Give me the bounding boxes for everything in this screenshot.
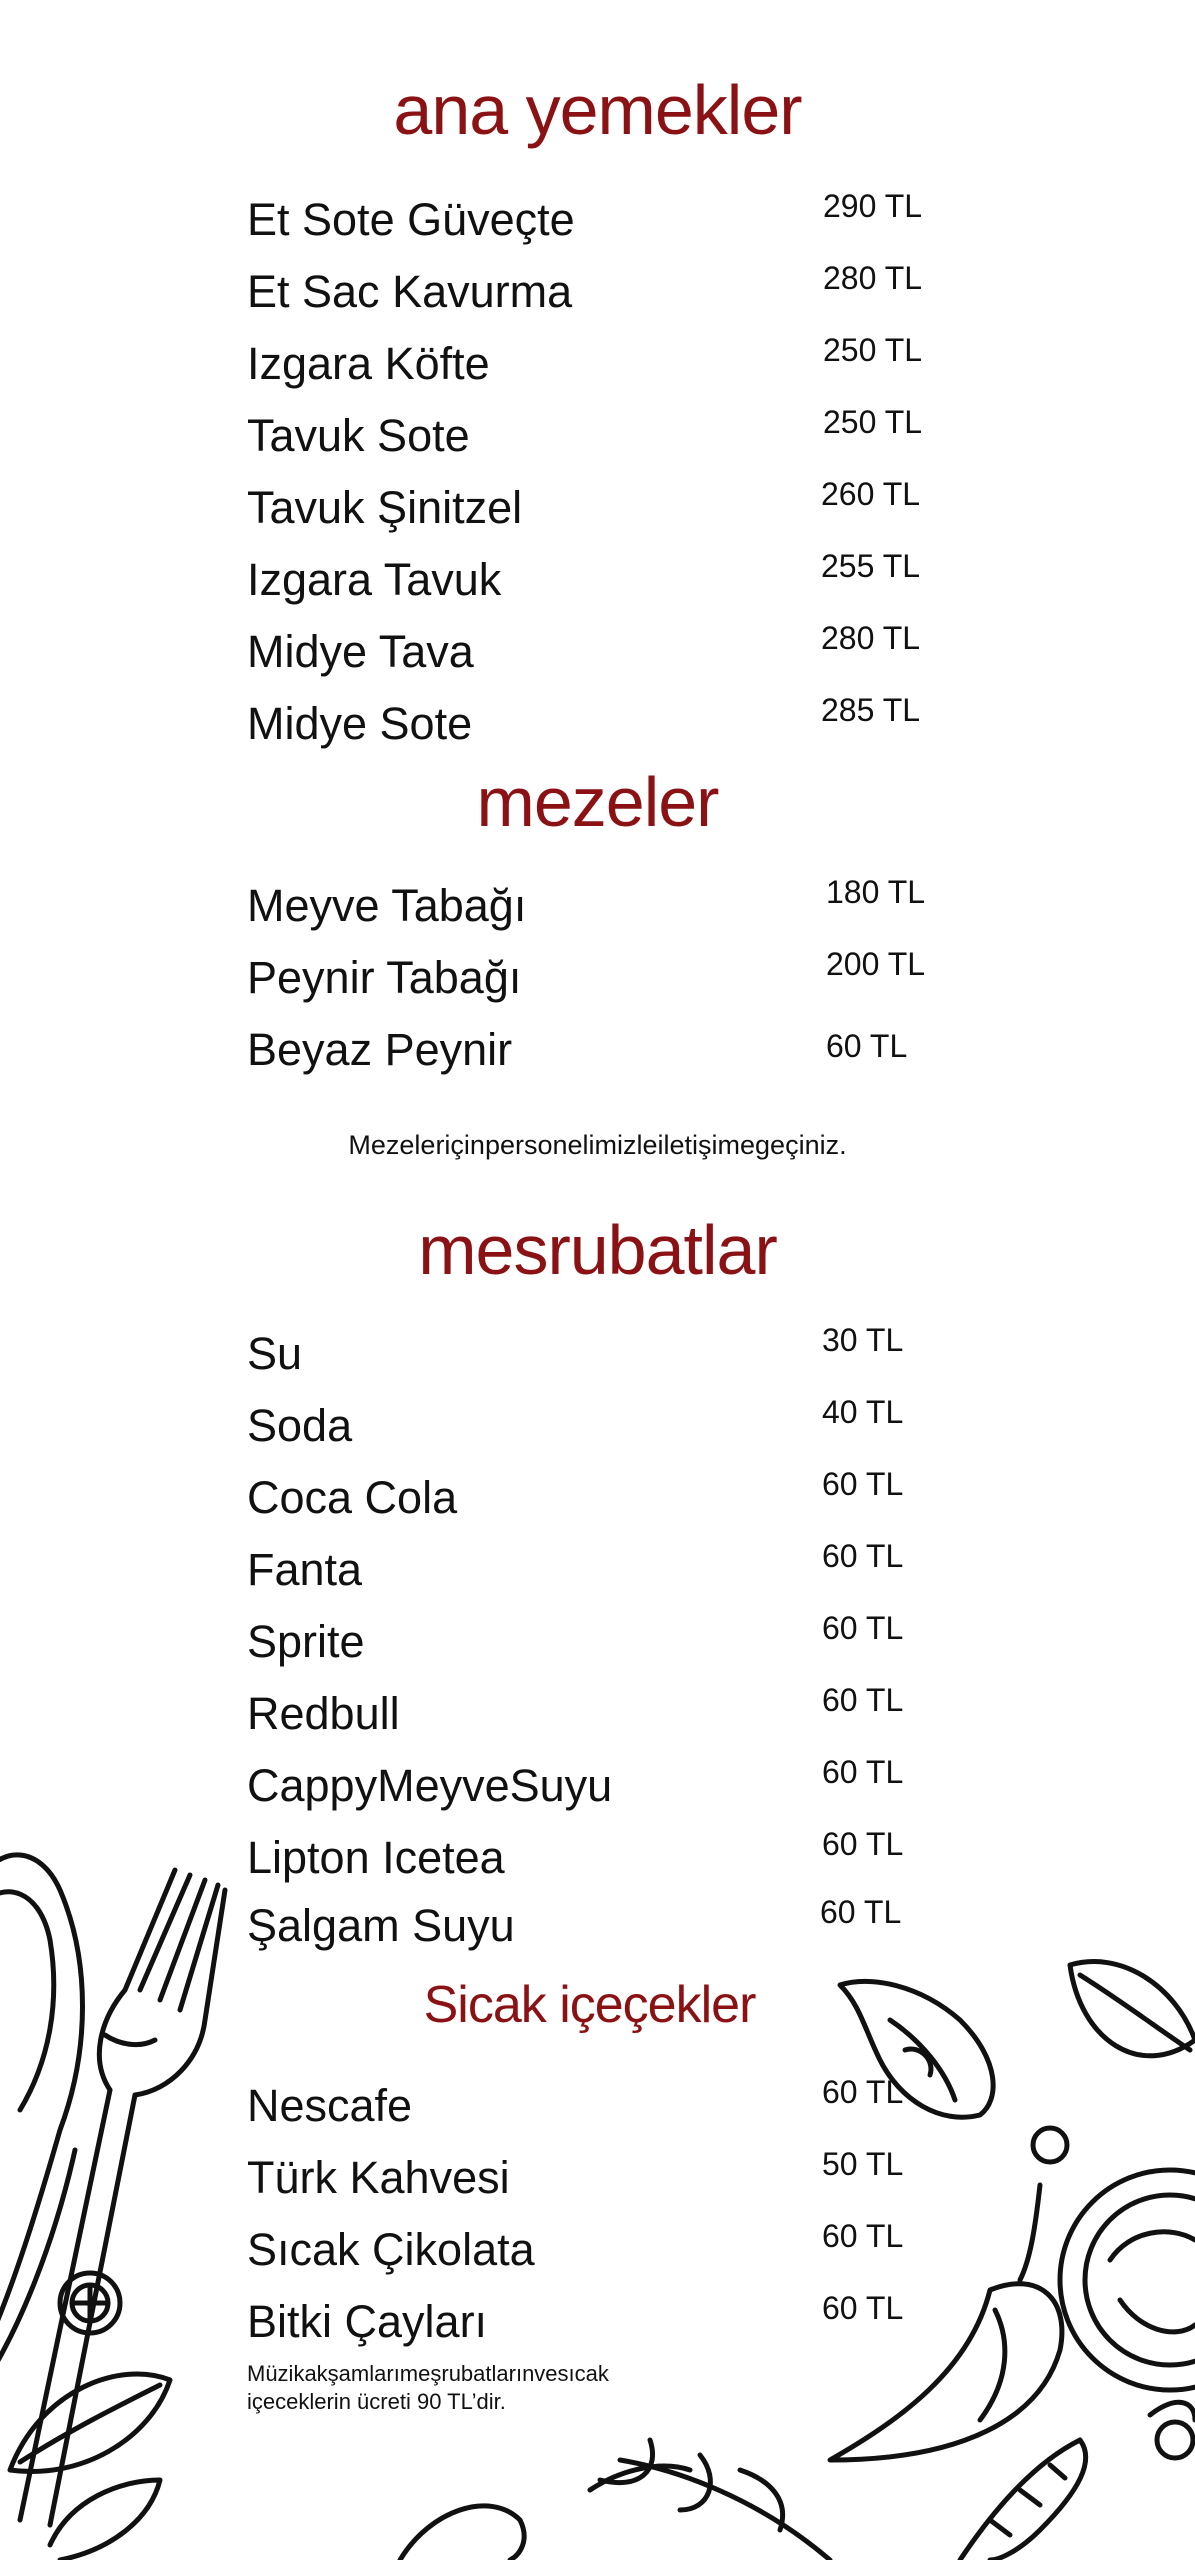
menu-row <box>0 876 1195 936</box>
item-price: 180 TL <box>826 874 926 910</box>
mezeler-note: Mezeleriçinpersonelimizleiletişimegeçiniz. <box>348 1130 847 1160</box>
section-title-ana-yemekler: ana yemekler <box>393 71 802 149</box>
item-name: Soda <box>247 1400 353 1451</box>
menu-row <box>0 1828 1195 1888</box>
menu-row <box>0 406 1195 466</box>
item-price: 285 TL <box>821 692 921 728</box>
menu-row <box>0 1896 1195 1956</box>
item-price: 50 TL <box>822 2146 904 2182</box>
item-name: Et Sote Güveçte <box>247 194 575 245</box>
item-name: Türk Kahvesi <box>247 2152 510 2203</box>
item-price: 200 TL <box>826 946 926 982</box>
leaf-illustration <box>10 2374 170 2560</box>
item-price: 60 TL <box>826 1028 908 1064</box>
item-name: Midye Sote <box>247 698 473 749</box>
section-title-mesrubatlar: mesrubatlar <box>418 1211 777 1289</box>
item-price: 60 TL <box>822 1538 904 1574</box>
item-price: 60 TL <box>822 2290 904 2326</box>
item-name: Şalgam Suyu <box>247 1900 515 1951</box>
item-name: Sprite <box>247 1616 365 1667</box>
item-price: 60 TL <box>822 2218 904 2254</box>
menu-row <box>0 1324 1195 1384</box>
menu-row <box>0 334 1195 394</box>
note-line-2: içeceklerin ücreti 90 TL’dir. <box>247 2389 506 2414</box>
item-price: 250 TL <box>823 404 923 440</box>
menu-row <box>0 2148 1195 2208</box>
item-name: Bitki Çayları <box>247 2296 488 2347</box>
item-name: Tavuk Sote <box>247 410 470 461</box>
menu-row <box>0 694 1195 754</box>
item-name: Sıcak Çikolata <box>247 2224 535 2275</box>
section-title-mezeler: mezeler <box>476 763 719 841</box>
item-price: 255 TL <box>821 548 921 584</box>
item-name: Et Sac Kavurma <box>247 266 573 317</box>
item-name: Izgara Tavuk <box>247 554 502 605</box>
item-name: Su <box>247 1328 303 1379</box>
item-name: Midye Tava <box>247 626 474 677</box>
item-price: 60 TL <box>822 1466 904 1502</box>
sicak-icecekler-note <box>247 2360 667 2416</box>
menu-row <box>0 2076 1195 2136</box>
item-price: 30 TL <box>822 1322 904 1358</box>
item-name: Izgara Köfte <box>247 338 490 389</box>
menu-row <box>0 1540 1195 1600</box>
item-name: Beyaz Peynir <box>247 1024 513 1075</box>
menu-row <box>0 948 1195 1008</box>
item-name: Lipton Icetea <box>247 1832 505 1883</box>
item-price: 60 TL <box>820 1894 902 1930</box>
menu-row <box>0 622 1195 682</box>
item-price: 280 TL <box>823 260 923 296</box>
item-name: Tavuk Şinitzel <box>247 482 523 533</box>
item-price: 60 TL <box>822 1682 904 1718</box>
item-price: 60 TL <box>822 1610 904 1646</box>
item-name: Coca Cola <box>247 1472 458 1523</box>
item-price: 60 TL <box>822 1754 904 1790</box>
menu-row <box>0 550 1195 610</box>
item-name: Redbull <box>247 1688 400 1739</box>
menu-row <box>0 1612 1195 1672</box>
item-name: Nescafe <box>247 2080 413 2131</box>
item-price: 260 TL <box>821 476 921 512</box>
item-price: 40 TL <box>822 1394 904 1430</box>
menu-row <box>0 1756 1195 1816</box>
menu-row <box>0 1468 1195 1528</box>
item-name: Peynir Tabağı <box>247 952 522 1003</box>
item-price: 280 TL <box>821 620 921 656</box>
menu-row <box>0 1684 1195 1744</box>
menu-row <box>0 478 1195 538</box>
item-name: Meyve Tabağı <box>247 880 527 931</box>
carrot-illustration <box>960 2402 1195 2560</box>
menu-row <box>0 2220 1195 2280</box>
menu-row <box>0 2292 1195 2352</box>
menu-row <box>0 190 1195 250</box>
menu-row <box>0 1396 1195 1456</box>
herb-illustration <box>400 2440 830 2560</box>
note-line-1: Müzikakşamlarımeşrubatlarınvesıcak <box>247 2361 609 2386</box>
menu-row <box>0 1020 1195 1080</box>
item-name: CappyMeyveSuyu <box>247 1760 613 1811</box>
item-price: 60 TL <box>822 1826 904 1862</box>
menu-row <box>0 262 1195 322</box>
item-price: 60 TL <box>822 2074 904 2110</box>
item-name: Fanta <box>247 1544 363 1595</box>
section-title-sicak-icecekler: Sicak içeçekler <box>423 1976 756 2034</box>
item-price: 290 TL <box>823 188 923 224</box>
item-price: 250 TL <box>823 332 923 368</box>
